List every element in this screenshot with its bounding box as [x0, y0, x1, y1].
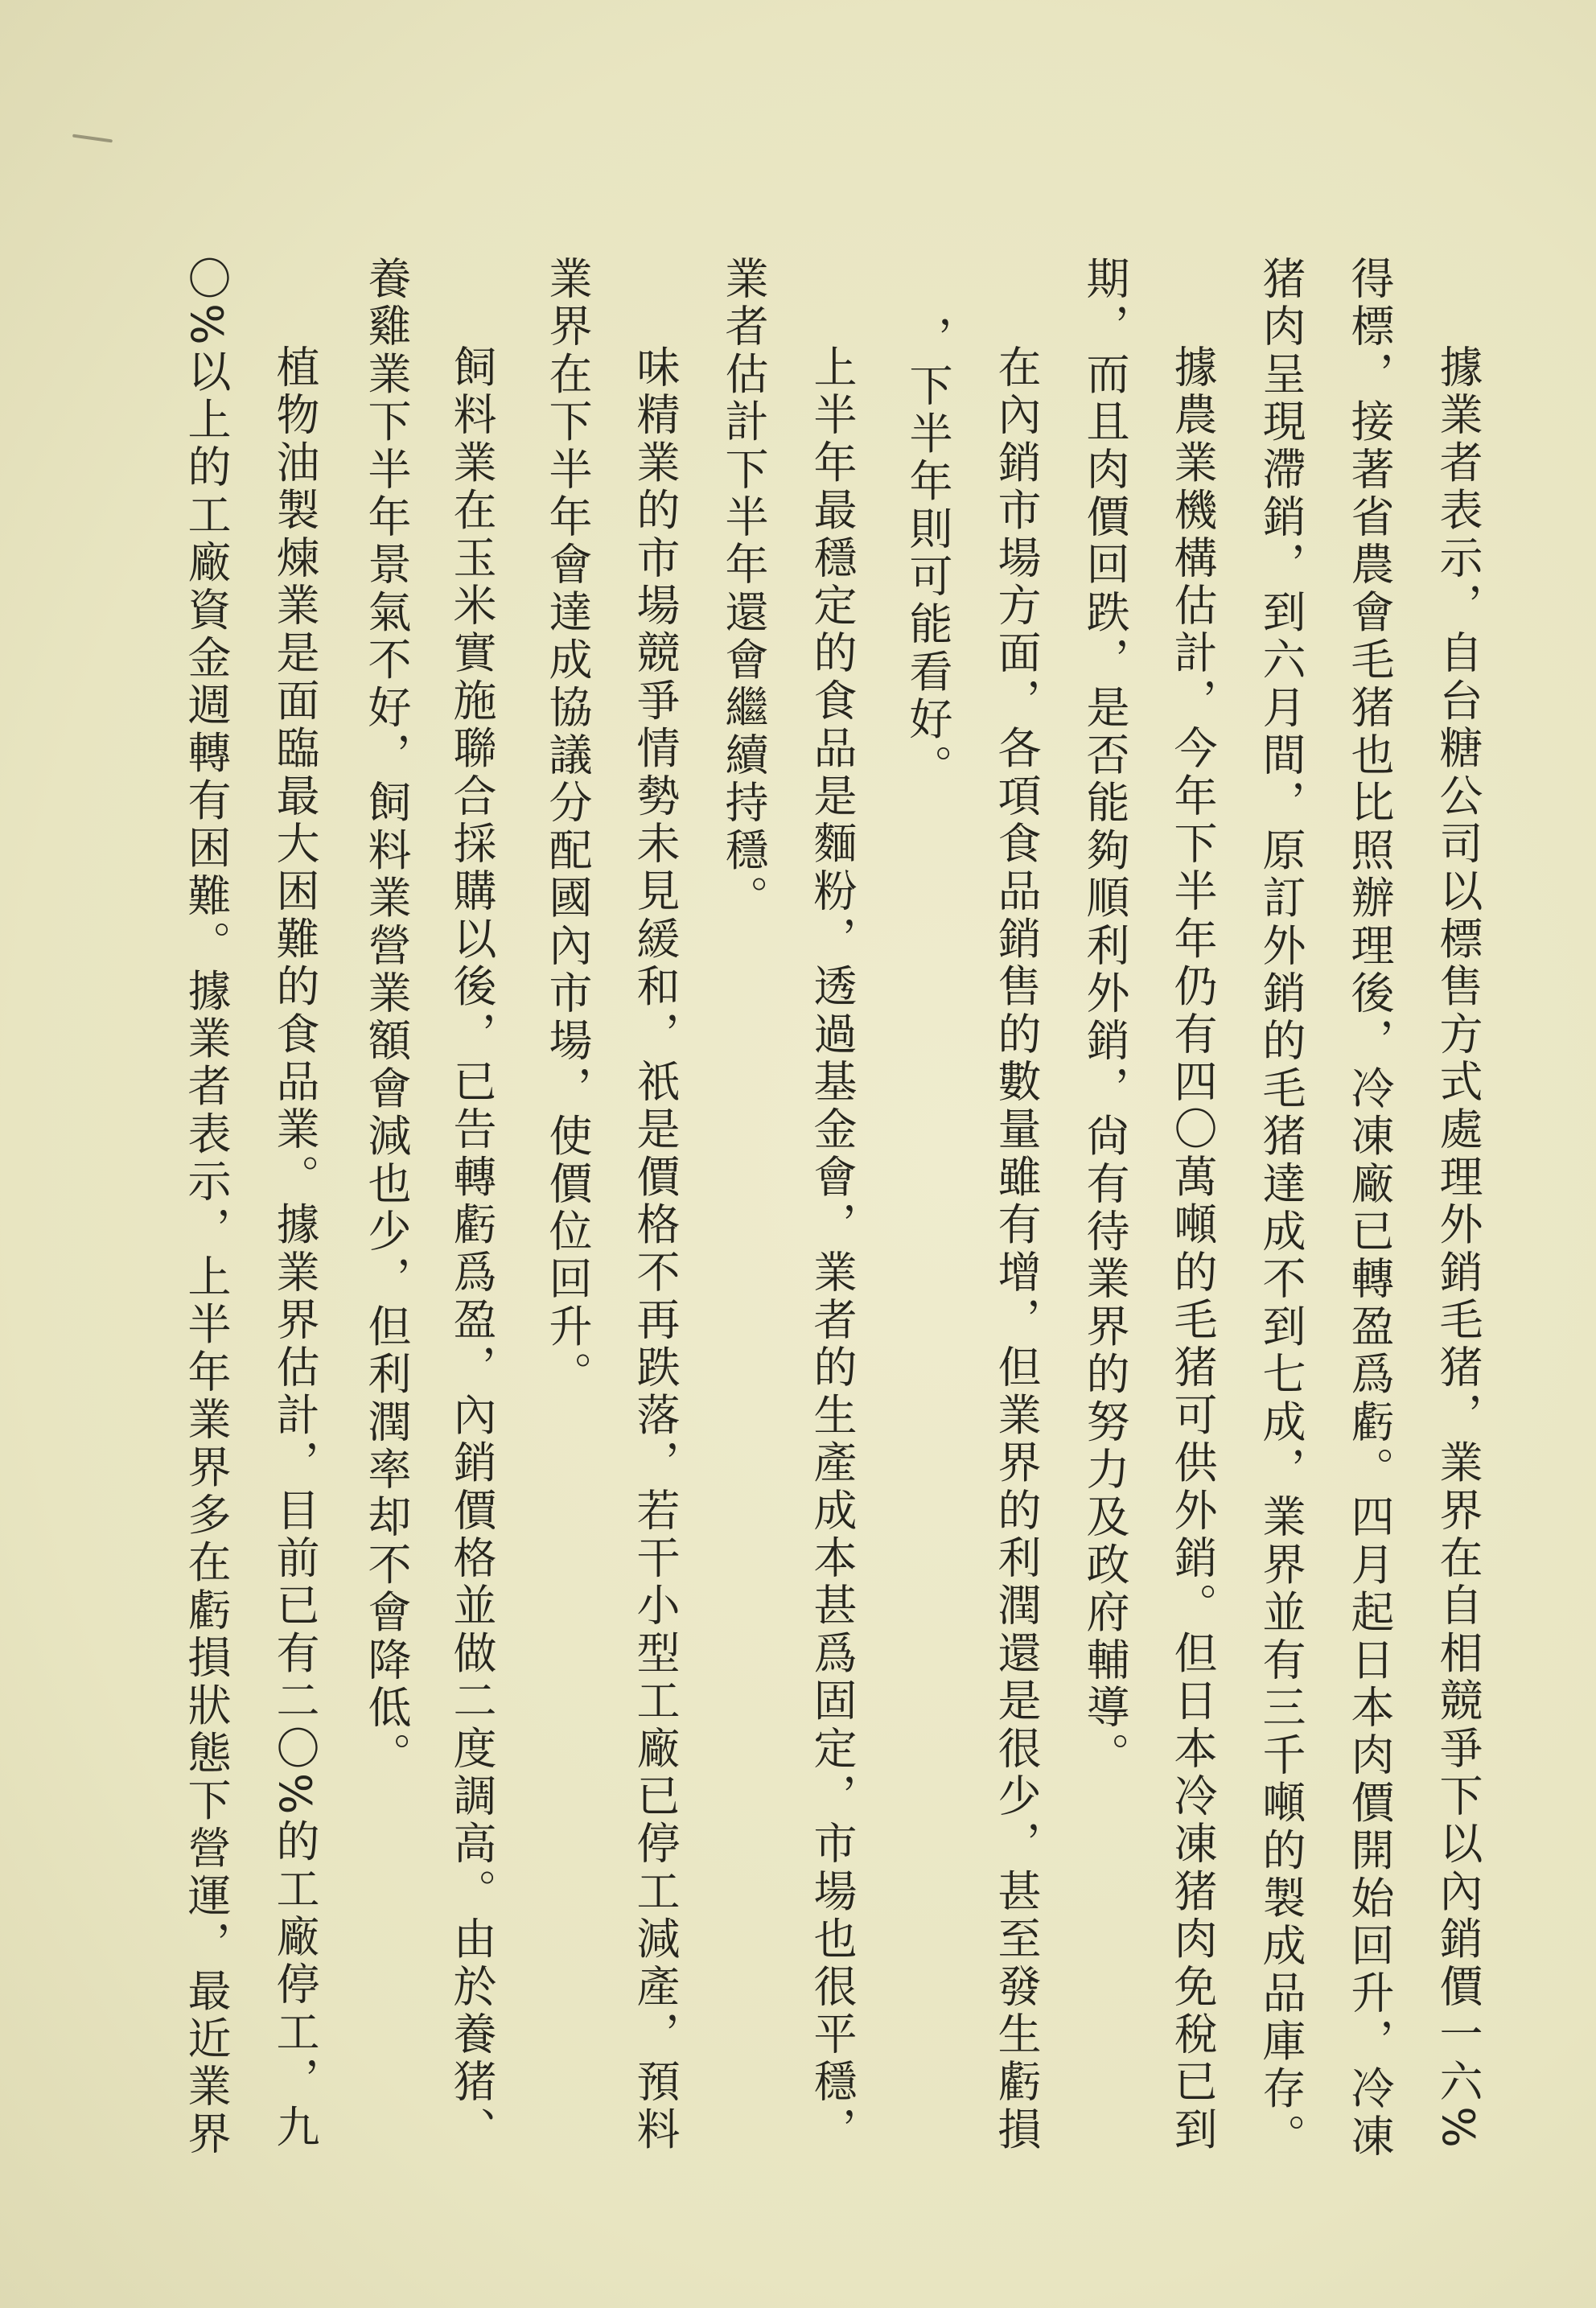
- text-column-6: 在內銷市場方面，各項食品銷售的數量雖有增，但業界的利潤還是很少，甚至發生虧損: [991, 344, 1042, 2154]
- text-column-11: 業界在下半年會達成協議分配國內市場，使價位回升。: [542, 256, 593, 1399]
- text-column-3: 猪肉呈現滯銷，到六月間，原訂外銷的毛猪達成不到七成，業界並有三千噸的製成品庫存。: [1256, 256, 1306, 2161]
- text-column-2: 得標，接著省農會毛猪也比照辦理後，冷凍廠已轉盈爲虧。四月起日本肉價開始回升，冷凍: [1344, 256, 1395, 2161]
- text-column-5: 期，而且肉價回跌，是否能夠順利外銷，尙有待業界的努力及政府輔導。: [1080, 256, 1130, 1780]
- text-column-15: 〇%以上的工廠資金週轉有困難。據業者表示，上半年業界多在虧損狀態下營運，最近業界: [181, 256, 232, 2159]
- text-column-8: 上半年最穩定的食品是麵粉，透過基金會，業者的生產成本甚爲固定，市場也很平穩，: [807, 344, 858, 2154]
- text-column-14: 植物油製煉業是面臨最大困難的食品業。據業界估計，目前已有二〇%的工廠停工，九: [269, 344, 320, 2152]
- text-column-1: 據業者表示，自台糖公司以標售方式處理外銷毛猪，業界在自相競爭下以內銷價一六%: [1433, 344, 1483, 2152]
- text-column-4: 據農業機構估計，今年下半年仍有四〇萬噸的毛猪可供外銷。但日本冷凍猪肉免稅已到: [1167, 344, 1218, 2154]
- ink-mark: [72, 134, 113, 143]
- text-column-9: 業者估計下半年還會繼續持穩。: [718, 256, 769, 923]
- text-column-7: ，下半年則可能看好。: [903, 315, 953, 792]
- text-column-12: 飼料業在玉米實施聯合採購以後，已告轉虧爲盈，內銷價格並做二度調高。由於養猪、: [446, 344, 497, 2154]
- text-column-13: 養雞業下半年景氣不好，飼料業營業額會減也少，但利潤率却不會降低。: [361, 256, 412, 1780]
- text-column-10: 味精業的市場競爭情勢未見緩和，祇是價格不再跌落，若干小型工廠已停工減產，預料: [630, 344, 681, 2154]
